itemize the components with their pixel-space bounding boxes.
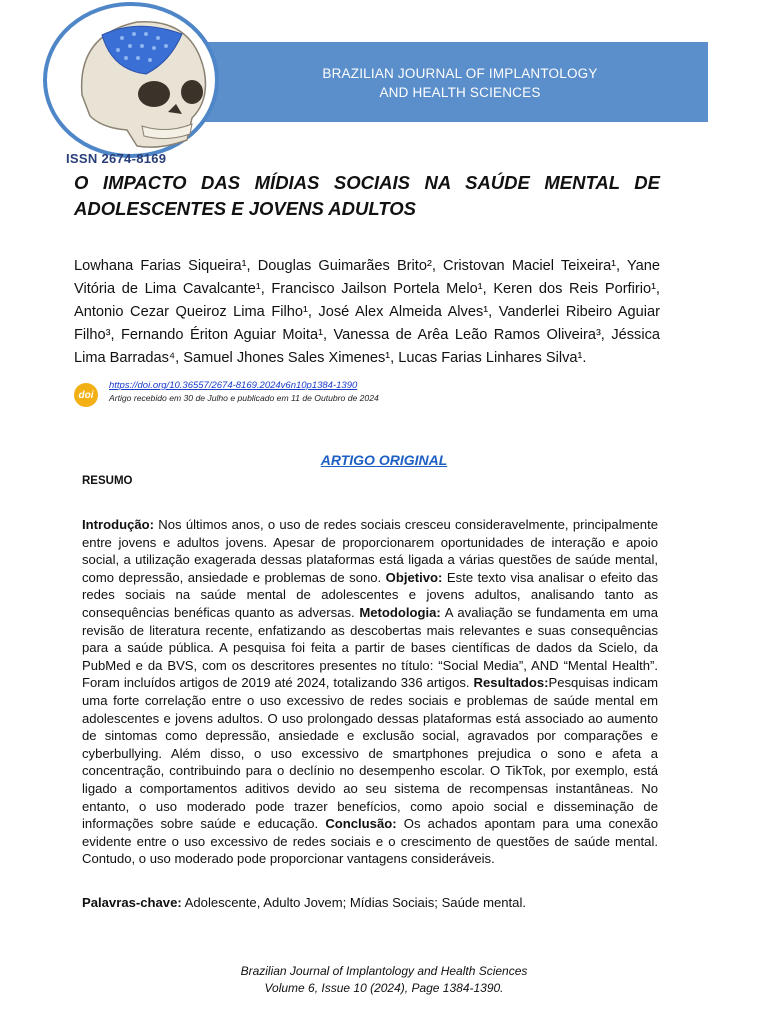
journal-name: BRAZILIAN JOURNAL OF IMPLANTOLOGY AND HEALTH SCIENCES bbox=[322, 66, 598, 100]
article-title: O IMPACTO DAS MÍDIAS SOCIAIS NA SAÚDE MENTAL DE ADOLESCENTES E JOVENS ADULTOS bbox=[74, 172, 660, 219]
keywords-text: Adolescente, Adulto Jovem; Mídias Sociais; Saúde mental. bbox=[181, 895, 527, 910]
keywords-label: Palavras-chave: bbox=[82, 895, 182, 910]
footer-journal: Brazilian Journal of Implantology and Health Sciences bbox=[240, 964, 528, 978]
footer-volume: Volume 6, Issue 10 (2024), Page 1384-1390. bbox=[264, 981, 504, 995]
introduction-text: Nos últimos anos, o uso de redes sociais cresceu consideravelmente, principalmente entre jovens e adultos jovens. Apesar de proporcionarem oportunidades de interação e apoio social, a utilização exagerada dessas plataformas está ligada a várias questões de saúde mental, como depressão, ansiedade e problemas de sono. bbox=[82, 517, 658, 585]
page-footer bbox=[0, 963, 768, 997]
article-type-label: ARTIGO ORIGINAL bbox=[320, 452, 448, 468]
doi-link[interactable]: https://doi.org/10.36557/2674-8169.2024v6n10p1384-1390 bbox=[109, 380, 358, 391]
methodology-text: A avaliação se fundamenta em uma revisão de literatura recente, enfatizando as descobertas mais relevantes e suas consequências para a saúde pública. A pesquisa foi feita a partir de bases científicas de dados da Scielo, da PubMed e da BVS, com os descritores presentes no título: “Social Media”, AND “Mental Health”. Foram incluídos artigos de 2019 até 2024, totalizando 336 artigos. bbox=[82, 604, 658, 691]
section-label-container bbox=[0, 452, 768, 470]
issn-number: ISSN 2674-8169 bbox=[66, 151, 167, 166]
abstract-heading: RESUMO bbox=[82, 475, 133, 487]
introduction-label: Introdução: bbox=[82, 517, 155, 532]
abstract-body bbox=[82, 516, 658, 868]
conclusion-label: Conclusão: bbox=[325, 816, 397, 832]
conclusion-text: Os achados apontam para uma conexão evidente entre o uso excessivo de redes sociais e o crescimento de questões de saúde mental. Contudo, o uso moderado pode proporcionar vantagens consideráveis. bbox=[82, 816, 658, 867]
doi-icon: doi bbox=[74, 383, 98, 407]
methodology-label: Metodologia: bbox=[359, 604, 441, 620]
objective-text: Este texto visa analisar o efeito das redes sociais na saúde mental de adolescentes e jovens adultos, analisando tanto as consequências benéficas quanto as adversas. bbox=[82, 569, 658, 620]
skull-logo-icon bbox=[42, 0, 220, 160]
results-label: Resultados: bbox=[473, 675, 549, 691]
results-text: Pesquisas indicam uma forte correlação entre o uso excessivo de redes sociais e problemas de saúde mental em adolescentes e jovens adultos. O uso prolongado dessas plataformas está associado ao aumento de sintomas como depressão, ansiedade e exclusão social, agravados por comparações e cyberbullying. Além disso, o uso excessivo de smartphones prejudica o sono e afeta a concentração, contribuindo para o declínio no desempenho escolar. O TikTok, por exemplo, está ligado a comportamentos aditivos devido ao seu sistema de recompensas instantâneas. No entanto, o uso moderado pode trazer benefícios, como apoio social e disseminação de informações sobre saúde e educação. bbox=[82, 675, 659, 832]
author-list: Lowhana Farias Siqueira¹, Douglas Guimarães Brito², Cristovan Maciel Teixeira¹, Yane Vitória de Lima Cavalcante¹, Francisco Jailson Portela Melo¹, Keren dos Reis Porfirio¹, Antonio Cezar Queiroz Lima Filho¹, José Alex Almeida Alves¹, Vanderlei Ribeiro Aguiar Filho³, Fernando Ériton Aguiar Moita¹, Vanessa de Arêa Leão Ramos Oliveira³, Jéssica Lima Barradas⁴, Samuel Jhones Sales Ximenes¹, Lucas Farias Linhares Silva¹. bbox=[74, 258, 660, 366]
keywords bbox=[82, 894, 658, 911]
objective-label: Objetivo: bbox=[385, 569, 443, 585]
received-published-note: Artigo recebido em 30 de Julho e publicado em 11 de Outubro de 2024 bbox=[109, 393, 379, 403]
